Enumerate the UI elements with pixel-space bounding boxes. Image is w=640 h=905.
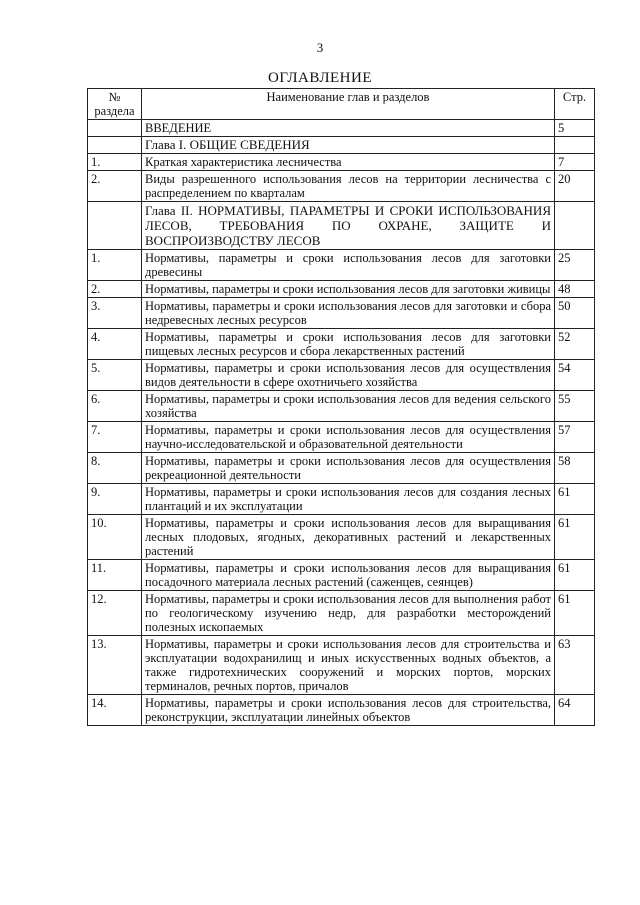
toc-row [88,250,595,281]
page-reference: 25 [555,250,595,281]
toc-row [88,298,595,329]
toc-row [88,636,595,695]
section-title: Нормативы, параметры и сроки использования лесов для заготовки и сбора недревесных лесных ресурсов [142,298,555,329]
section-title: Нормативы, параметры и сроки использования лесов для заготовки древесины [142,250,555,281]
section-title: Нормативы, параметры и сроки использования лесов для заготовки живицы [142,281,555,298]
toc-body [88,120,595,726]
section-title: Нормативы, параметры и сроки использования лесов для создания лесных плантаций и их эксплуатации [142,484,555,515]
page-reference: 55 [555,391,595,422]
table-of-contents [87,88,595,726]
page-number: 3 [316,40,324,55]
page-reference: 58 [555,453,595,484]
section-number: 13. [88,636,142,695]
toc-row [88,453,595,484]
section-number: 1. [88,250,142,281]
section-title: Нормативы, параметры и сроки использования лесов для выполнения работ по геологическому изучению недр, для разработки месторождений полезных ископаемых [142,591,555,636]
toc-row [88,484,595,515]
toc-row [88,329,595,360]
document-title: ОГЛАВЛЕНИЕ [268,70,372,86]
section-title: Нормативы, параметры и сроки использования лесов для строительства, реконструкции, эксплуатации линейных объектов [142,695,555,726]
section-number: 9. [88,484,142,515]
section-number: 1. [88,154,142,171]
column-header-section-name: Наименование глав и разделов [142,89,555,120]
section-number: 2. [88,171,142,202]
section-number: 2. [88,281,142,298]
toc-chapter-row [88,202,595,250]
section-number: 10. [88,515,142,560]
section-title: Нормативы, параметры и сроки использования лесов для осуществления видов деятельности в сфере охотничьего хозяйства [142,360,555,391]
toc-chapter-row [88,120,595,137]
column-header-page: Стр. [555,89,595,120]
toc-header-row [88,89,595,120]
toc-row [88,154,595,171]
page-reference: 20 [555,171,595,202]
toc-row [88,695,595,726]
section-number: 11. [88,560,142,591]
section-number: 7. [88,422,142,453]
section-number: 6. [88,391,142,422]
chapter-title: Глава I. ОБЩИЕ СВЕДЕНИЯ [142,137,555,154]
toc-row [88,391,595,422]
page-reference: 5 [555,120,595,137]
toc-row [88,422,595,453]
section-title: Нормативы, параметры и сроки использования лесов для строительства и эксплуатации водохранилищ и иных искусственных водных объектов, а также гидротехнических сооружений и морских портов, морских терминалов, речных портов, причалов [142,636,555,695]
toc-chapter-row [88,137,595,154]
page-reference: 61 [555,515,595,560]
toc-row [88,560,595,591]
page-reference: 50 [555,298,595,329]
section-title: Нормативы, параметры и сроки использования лесов для осуществления рекреационной деятельности [142,453,555,484]
section-number [88,120,142,137]
section-number [88,137,142,154]
toc-row [88,281,595,298]
section-number: 14. [88,695,142,726]
section-title: Виды разрешенного использования лесов на территории лесничества с распределением по кварталам [142,171,555,202]
section-number: 12. [88,591,142,636]
section-number: 3. [88,298,142,329]
chapter-title: Глава II. НОРМАТИВЫ, ПАРАМЕТРЫ И СРОКИ ИСПОЛЬЗОВАНИЯ ЛЕСОВ, ТРЕБОВАНИЯ ПО ОХРАНЕ, ЗАЩИТЕ И ВОСПРОИЗВОДСТВУ ЛЕСОВ [142,202,555,250]
toc-row [88,171,595,202]
toc-row [88,591,595,636]
page-reference: 61 [555,591,595,636]
section-number: 5. [88,360,142,391]
page-reference: 61 [555,560,595,591]
section-number [88,202,142,250]
page-reference: 52 [555,329,595,360]
chapter-title: ВВЕДЕНИЕ [142,120,555,137]
page-reference: 48 [555,281,595,298]
toc-row [88,360,595,391]
page-reference: 64 [555,695,595,726]
page-reference: 63 [555,636,595,695]
page-reference: 61 [555,484,595,515]
page-reference: 57 [555,422,595,453]
section-title: Нормативы, параметры и сроки использования лесов для заготовки пищевых лесных ресурсов и сбора лекарственных растений [142,329,555,360]
page-reference: 54 [555,360,595,391]
column-header-section-number: № раздела [88,89,142,120]
section-title: Нормативы, параметры и сроки использования лесов для выращивания посадочного материала лесных растений (саженцев, сеянцев) [142,560,555,591]
section-number: 8. [88,453,142,484]
section-title: Нормативы, параметры и сроки использования лесов для ведения сельского хозяйства [142,391,555,422]
toc-row [88,515,595,560]
page-reference: 7 [555,154,595,171]
section-number: 4. [88,329,142,360]
section-title: Нормативы, параметры и сроки использования лесов для осуществления научно-исследовательской и образовательной деятельности [142,422,555,453]
section-title: Краткая характеристика лесничества [142,154,555,171]
page-reference [555,137,595,154]
section-title: Нормативы, параметры и сроки использования лесов для выращивания лесных плодовых, ягодных, декоративных растений и лекарственных растений [142,515,555,560]
page-reference [555,202,595,250]
